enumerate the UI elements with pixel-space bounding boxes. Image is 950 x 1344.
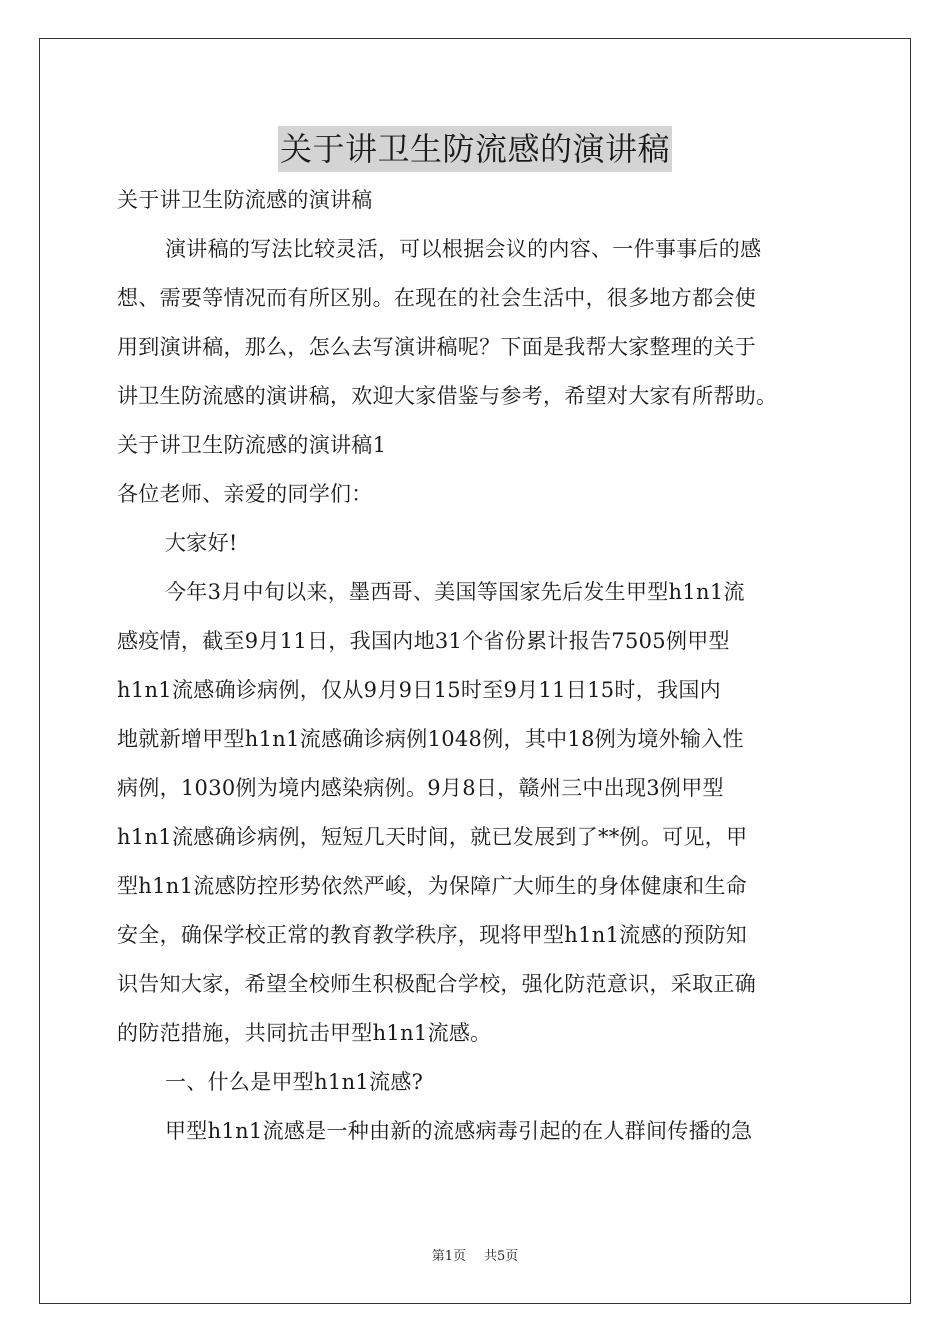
document-title-text: 关于讲卫生防流感的演讲稿 bbox=[278, 126, 672, 172]
text-line: 关于讲卫生防流感的演讲稿1 bbox=[117, 433, 387, 457]
page-footer bbox=[0, 1248, 950, 1266]
document-title bbox=[0, 126, 950, 172]
text-line: 讲卫生防流感的演讲稿，欢迎大家借鉴与参考，希望对大家有所帮助。 bbox=[117, 384, 778, 408]
text-line: 识告知大家，希望全校师生积极配合学校，强化防范意识，采取正确 bbox=[117, 972, 756, 996]
text-line: 病例，1030例为境内感染病例。9月8日，赣州三中出现3例甲型 bbox=[117, 776, 724, 800]
document-body bbox=[117, 176, 837, 1156]
text-line: 安全，确保学校正常的教育教学秩序，现将甲型h1n1流感的预防知 bbox=[117, 923, 748, 947]
text-line: 型h1n1流感防控形势依然严峻，为保障广大师生的身体健康和生命 bbox=[117, 874, 748, 898]
text-line: 关于讲卫生防流感的演讲稿 bbox=[117, 188, 373, 212]
text-line: h1n1流感确诊病例，短短几天时间，就已发展到了**例。可见，甲 bbox=[117, 825, 748, 849]
text-line: 的防范措施，共同抗击甲型h1n1流感。 bbox=[117, 1021, 492, 1045]
text-line: 感疫情，截至9月11日，我国内地31个省份累计报告7505例甲型 bbox=[117, 629, 730, 653]
page-total: 共5页 bbox=[484, 1249, 519, 1264]
text-line: 想、需要等情况而有所区别。在现在的社会生活中，很多地方都会使 bbox=[117, 286, 756, 310]
text-line: 用到演讲稿，那么，怎么去写演讲稿呢？下面是我帮大家整理的关于 bbox=[117, 335, 756, 359]
text-line: 各位老师、亲爱的同学们： bbox=[117, 482, 373, 506]
page-number: 第1页 bbox=[431, 1249, 466, 1264]
text-line: 一、什么是甲型h1n1流感? bbox=[165, 1070, 424, 1094]
text-line: 演讲稿的写法比较灵活，可以根据会议的内容、一件事事后的感 bbox=[165, 237, 762, 261]
text-line: 地就新增甲型h1n1流感确诊病例1048例，其中18例为境外输入性 bbox=[117, 727, 744, 751]
text-line: 甲型h1n1流感是一种由新的流感病毒引起的在人群间传播的急 bbox=[165, 1119, 753, 1143]
text-line: 今年3月中旬以来，墨西哥、美国等国家先后发生甲型h1n1流 bbox=[165, 580, 745, 604]
text-line: h1n1流感确诊病例，仅从9月9日15时至9月11日15时，我国内 bbox=[117, 678, 721, 702]
text-line: 大家好! bbox=[165, 531, 238, 555]
